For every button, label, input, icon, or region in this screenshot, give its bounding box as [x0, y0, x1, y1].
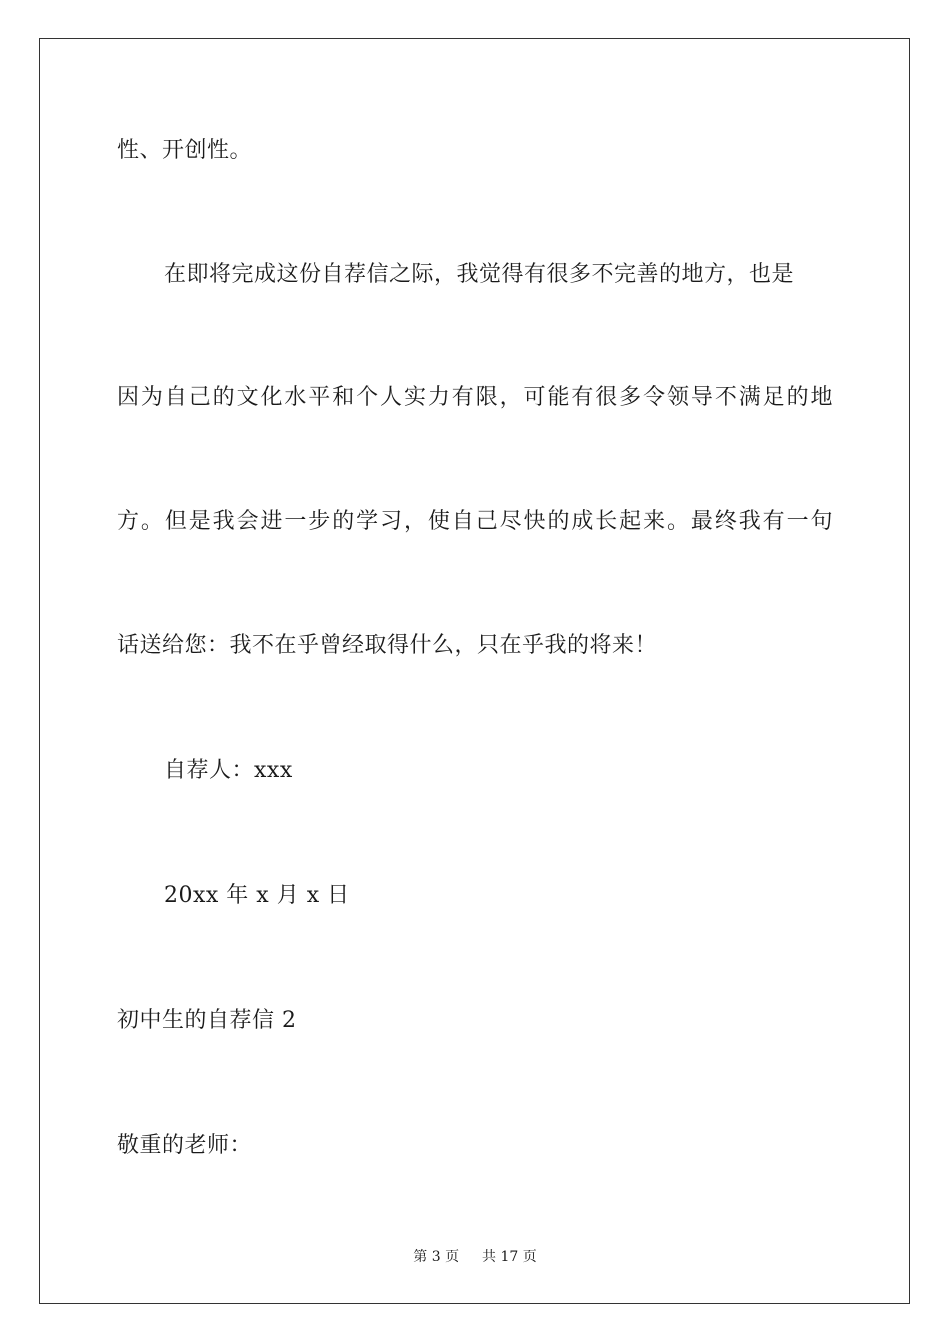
body-line-5: 话送给您：我不在乎曾经取得什么，只在乎我的将来！ — [117, 633, 658, 658]
page-border — [39, 38, 910, 1304]
page-number-current: 第 3 页 — [413, 1249, 460, 1265]
body-line-2: 在即将完成这份自荐信之际，我觉得有很多不完善的地方，也是 — [164, 262, 795, 287]
date-line: 20xx 年 x 月 x 日 — [164, 883, 350, 908]
page-number-total: 共 17 页 — [482, 1249, 537, 1265]
page-footer — [0, 1247, 950, 1267]
salutation-line: 敬重的老师： — [117, 1133, 253, 1158]
section-title: 初中生的自荐信 2 — [117, 1008, 297, 1033]
signature-line: 自荐人：xxx — [164, 758, 293, 783]
body-line-3: 因为自己的文化水平和个人实力有限，可能有很多令领导不满足的地 — [117, 385, 833, 410]
body-line-1: 性、开创性。 — [117, 138, 253, 163]
body-line-4: 方。但是我会进一步的学习，使自己尽快的成长起来。最终我有一句 — [117, 509, 833, 534]
